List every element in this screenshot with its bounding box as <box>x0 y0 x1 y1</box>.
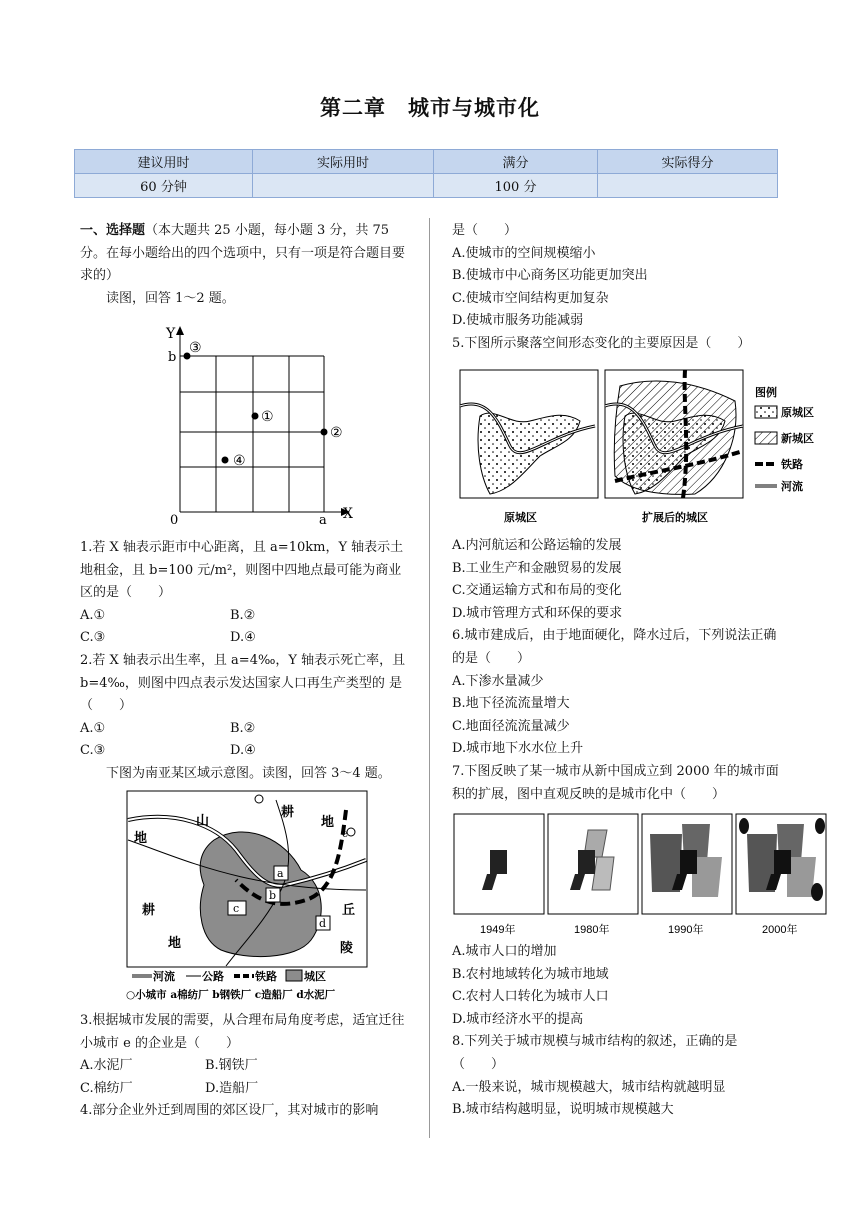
grid-chart <box>160 322 360 528</box>
fig5-legend-new: 新城区 <box>781 433 814 445</box>
q4-option-c[interactable]: C.使城市空间结构更加复杂 <box>452 290 609 306</box>
map-text-di: 地 <box>134 831 148 846</box>
q2-option-c[interactable]: C.③ <box>80 743 106 759</box>
map-text-geng: 耕 <box>281 805 295 820</box>
fig5-caption-original: 原城区 <box>504 512 537 524</box>
q2-options-row2 <box>80 740 410 763</box>
page-title: 第二章 城市与城市化 <box>320 95 540 120</box>
map-label-b: b <box>269 889 277 902</box>
map-legend-factories: ○小城市 a棉纺厂 b钢铁厂 c造船厂 d水泥厂 <box>126 989 336 1001</box>
q1-options-row2 <box>80 627 410 650</box>
q3-option-c[interactable]: C.棉纺厂 <box>80 1080 133 1096</box>
right-questions-7-8 <box>452 941 782 1122</box>
q6-option-d[interactable]: D.城市地下水水位上升 <box>452 741 584 757</box>
map-legend-rail: 铁路 <box>255 970 277 983</box>
map-text-di: 地 <box>168 936 182 951</box>
question-2: 2.若 X 轴表示出生率，且 a=4‰，Y 轴表示死亡率，且 b=4‰，则图中四点表示发达国家人口再生产类型的 是（ ） <box>80 652 406 714</box>
south-asia-map <box>126 790 372 1010</box>
q7-option-d[interactable]: D.城市经济水平的提高 <box>452 1011 584 1027</box>
instruction-1-2: 读图，回答 1～2 题。 <box>106 290 235 306</box>
left-column <box>80 220 410 310</box>
settlement-figure <box>455 366 827 528</box>
question-1: 1.若 X 轴表示距市中心距离，且 a=10km，Y 轴表示土地租金，且 b=100 元/m²，则图中四地点最可能为商业区的是（ ） <box>80 540 404 601</box>
q3-option-b[interactable]: B.钢铁厂 <box>205 1058 258 1074</box>
q8-option-b[interactable]: B.城市结构越明显，说明城市规模越大 <box>452 1102 674 1118</box>
question-3: 3.根据城市发展的需要，从合理布局角度考虑，适宜迁往小城市 e 的企业是（ ） <box>80 1013 405 1051</box>
q6-option-b[interactable]: B.地下径流流量增大 <box>452 696 570 712</box>
fig5-legend-old: 原城区 <box>781 407 814 419</box>
fig5-legend-river: 河流 <box>781 481 803 493</box>
section-heading: 一、选择题 <box>80 223 146 238</box>
q6-option-c[interactable]: C.地面径流流量减少 <box>452 718 570 734</box>
question-4-continued: 是（ ） <box>452 223 518 238</box>
question-8: 8.下列关于城市规模与城市结构的叙述，正确的是（ ） <box>452 1034 738 1072</box>
q3-options-row1 <box>80 1055 410 1078</box>
a-tick-label: a <box>319 513 327 528</box>
question-6: 6.城市建成后，由于地面硬化，降水过后，下列说法正确的是（ ） <box>452 628 777 666</box>
table-header-cell: 实际得分 <box>598 150 778 174</box>
table-value-cell[interactable] <box>598 174 778 198</box>
table-header-cell: 实际用时 <box>253 150 434 174</box>
q6-option-a[interactable]: A.下渗水量减少 <box>452 673 544 689</box>
q2-option-a[interactable]: A.① <box>80 720 106 736</box>
city-expansion-figure <box>452 812 830 940</box>
fig7-year-1949: 1949年 <box>480 924 516 936</box>
q2-options-row1 <box>80 718 410 741</box>
point-1-label: ① <box>261 409 274 425</box>
q1-option-b[interactable]: B.② <box>230 607 256 623</box>
q5-option-b[interactable]: B.工业生产和金融贸易的发展 <box>452 560 622 576</box>
map-legend-urban: 城区 <box>304 970 326 983</box>
point-2-label: ② <box>330 425 343 441</box>
right-questions-5-7 <box>452 535 782 806</box>
time-score-table <box>74 149 778 198</box>
q1-option-d[interactable]: D.④ <box>230 630 256 646</box>
map-label-e: e <box>342 829 348 840</box>
y-axis-label: Y <box>166 326 176 342</box>
point-3-label: ③ <box>189 340 202 356</box>
instruction-3-4: 下图为南亚某区域示意图。读图，回答 3～4 题。 <box>106 765 391 781</box>
map-text-di: 地 <box>321 815 335 830</box>
column-divider <box>429 218 430 1138</box>
point-4-label: ④ <box>233 453 246 469</box>
map-text-shan: 山 <box>196 814 210 829</box>
q1-option-a[interactable]: A.① <box>80 607 106 623</box>
q3-option-d[interactable]: D.造船厂 <box>205 1080 259 1096</box>
left-questions-3-4 <box>80 1010 410 1123</box>
q2-option-d[interactable]: D.④ <box>230 743 256 759</box>
q4-option-b[interactable]: B.使城市中心商务区功能更加突出 <box>452 268 648 284</box>
q5-option-d[interactable]: D.城市管理方式和环保的要求 <box>452 605 623 621</box>
section-intro <box>80 220 410 288</box>
table-header-cell: 建议用时 <box>75 150 253 174</box>
table-header-cell: 满分 <box>434 150 598 174</box>
q5-option-a[interactable]: A.内河航运和公路运输的发展 <box>452 538 622 553</box>
table-value-cell[interactable] <box>253 174 434 198</box>
q5-option-c[interactable]: C.交通运输方式和布局的变化 <box>452 583 622 599</box>
left-questions-1-3 <box>80 537 410 786</box>
question-7: 7.下图反映了某一城市从新中国成立到 2000 年的城市面积的扩展，图中直观反映的是城市化中（ ） <box>452 763 779 802</box>
q7-option-b[interactable]: B.农村地域转化为城市地域 <box>452 966 609 982</box>
q4-option-d[interactable]: D.使城市服务功能减弱 <box>452 313 584 329</box>
map-text-ling: 陵 <box>340 941 354 956</box>
x-axis-label: X <box>343 506 353 522</box>
q1-option-c[interactable]: C.③ <box>80 630 106 646</box>
fig5-legend-rail: 铁路 <box>781 459 803 471</box>
map-label-a: a <box>277 867 284 880</box>
q3-options-row2 <box>80 1078 410 1101</box>
right-questions-4-5 <box>452 220 782 356</box>
map-label-d: d <box>319 917 327 930</box>
map-text-qiu: 丘 <box>342 903 356 918</box>
table-value-cell: 100 分 <box>434 174 598 198</box>
q7-option-c[interactable]: C.农村人口转化为城市人口 <box>452 989 609 1005</box>
q1-options-row1 <box>80 605 410 628</box>
fig5-legend-title: 图例 <box>755 387 777 399</box>
fig5-caption-expanded: 扩展后的城区 <box>642 512 708 524</box>
fig7-year-2000: 2000年 <box>762 924 798 936</box>
question-4: 4.部分企业外迁到周围的郊区设厂，其对城市的影响 <box>80 1103 379 1119</box>
map-legend-river: 河流 <box>153 970 175 983</box>
table-value-cell: 60 分钟 <box>75 174 253 198</box>
q3-option-a[interactable]: A.水泥厂 <box>80 1058 133 1074</box>
fig7-year-1980: 1980年 <box>574 924 610 936</box>
map-label-c: c <box>233 902 240 915</box>
q8-option-a[interactable]: A.一般来说，城市规模越大，城市结构就越明显 <box>452 1079 726 1095</box>
b-tick-label: b <box>168 350 177 365</box>
section-description: （本大题共 25 小题，每小题 3 分，共 75 分。在每小题给出的四个选项中，只有一项是符合题目要求的） <box>80 223 406 284</box>
q2-option-b[interactable]: B.② <box>230 720 256 736</box>
origin-label: 0 <box>170 513 179 528</box>
fig7-year-1990: 1990年 <box>668 924 704 936</box>
map-legend-road: 公路 <box>202 970 224 983</box>
q7-option-a[interactable]: A.城市人口的增加 <box>452 944 557 959</box>
map-text-geng: 耕 <box>142 903 156 918</box>
question-5: 5.下图所示聚落空间形态变化的主要原因是（ ） <box>452 335 751 351</box>
q4-option-a[interactable]: A.使城市的空间规模缩小 <box>452 245 596 261</box>
